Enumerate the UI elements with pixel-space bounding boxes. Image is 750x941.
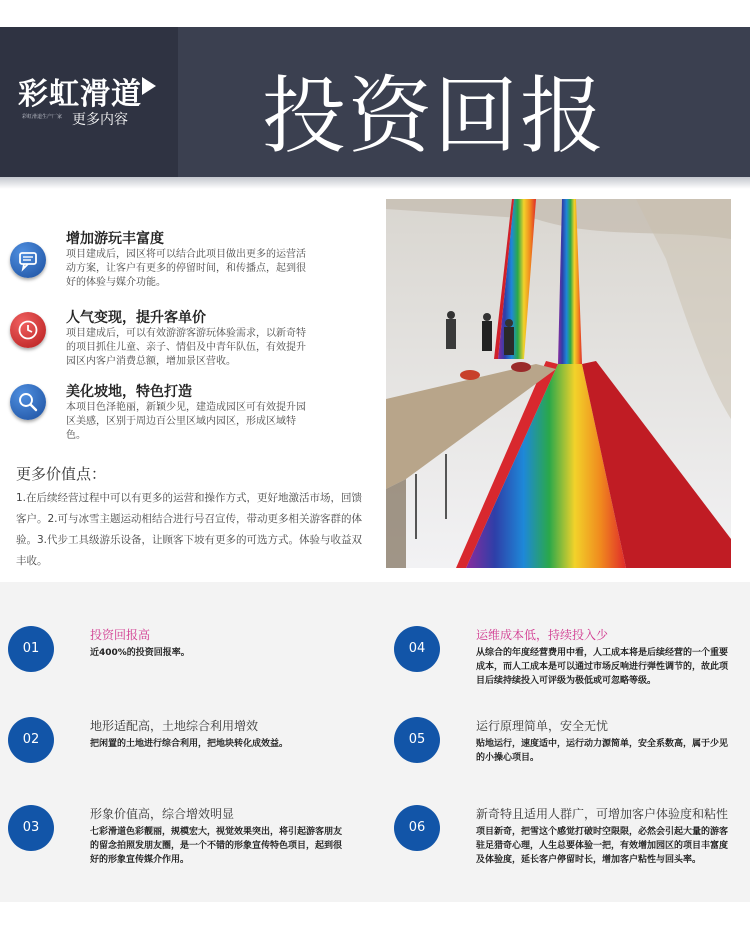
feature-title: 增加游玩丰富度 xyxy=(66,231,164,247)
more-values-title: 更多价值点： xyxy=(16,465,107,483)
feature-desc: 项目建成后，可以有效游游客游玩体验需求，以新奇特的项目抓住儿童、亲子、情侣及中青年队伍，有效提升园区内客户消费总额，增加景区营收。 xyxy=(66,328,306,367)
feature-desc: 项目建成后，园区将可以结合此项目做出更多的运营活动方案，让客户有更多的停留时间，和传播点，起到很好的体验与媒介功能。 xyxy=(66,249,306,288)
number-badge: 04 xyxy=(394,626,440,672)
number-badge: 01 xyxy=(8,626,54,672)
brand-block[interactable] xyxy=(0,27,178,177)
brand-title: 彩虹滑道 xyxy=(18,77,142,112)
feature-title: 美化坡地，特色打造 xyxy=(66,384,192,400)
benefit-title: 运行原理简单，安全无忧 xyxy=(476,719,609,733)
brand-tagline: 彩虹滑道生产厂家 xyxy=(22,114,63,120)
benefit-desc: 七彩滑道色彩靓丽，规模宏大，视觉效果突出，将引起游客朋友的留念拍照发朋友圈，是一个不错的形象宣传特色项目，起到很好的形象宣传媒介作用。 xyxy=(90,827,343,865)
feature-desc: 本项目色泽艳丽，新颖少见，建造成园区可有效提升园区美感，区别于周边百公里区域内园区，形成区域特色。 xyxy=(66,402,306,441)
page-title: 投资回报 xyxy=(262,67,607,165)
header-shadow xyxy=(0,177,750,189)
benefit-title: 地形适配高，土地综合利用增效 xyxy=(90,719,259,733)
feature-title: 人气变现，提升客单价 xyxy=(66,310,206,326)
benefit-desc: 从综合的年度经营费用中看，人工成本将是后续经营的一个重要成本，而人工成本是可以通过市场反响进行弹性调节的，故此项目后续持续投入可评级为极低或可忽略等级。 xyxy=(476,648,729,686)
number-badge: 03 xyxy=(8,805,54,851)
rainbow-slide-photo xyxy=(386,199,731,568)
benefit-title: 投资回报高 xyxy=(90,628,151,642)
benefit-desc: 项目新奇，把雪这个感觉打破时空限限，必然会引起大量的游客驻足猎奇心理，人生总要体验一把，有效增加园区的项目丰富度及体验度，延长客户停留时长，增加客户粘性与回头率。 xyxy=(476,827,729,865)
benefit-desc: 把闲置的土地进行综合利用，把地块转化成效益。 xyxy=(90,739,289,749)
clock-icon xyxy=(10,312,46,348)
header-banner xyxy=(0,27,750,177)
benefit-desc: 贴地运行，速度适中，运行动力源简单，安全系数高，属于少见的小操心项目。 xyxy=(476,739,729,763)
play-arrow-icon xyxy=(142,77,156,95)
benefit-title: 运维成本低，持续投入少 xyxy=(476,628,609,642)
number-badge: 06 xyxy=(394,805,440,851)
search-icon xyxy=(10,384,46,420)
benefit-title: 形象价值高，综合增效明显 xyxy=(90,807,235,821)
number-badge: 02 xyxy=(8,717,54,763)
benefit-title: 新奇特且适用人群广，可增加客户体验度和粘性 xyxy=(476,807,729,821)
more-content-link[interactable]: 更多内容 xyxy=(72,112,128,128)
benefit-desc: 近400%的投资回报率。 xyxy=(90,648,190,658)
more-values-text: 1.在后续经营过程中可以有更多的运营和操作方式，更好地激活市场，回馈客户。2.可与冰雪主题运动相结合进行号召宣传，带动更多相关游客群的体验。3.代步工具级游乐设备，让顾客下坡有更多的可选方式。体验与收益双丰收。 xyxy=(16,492,363,567)
number-badge: 05 xyxy=(394,717,440,763)
chat-bubble-icon xyxy=(10,242,46,278)
